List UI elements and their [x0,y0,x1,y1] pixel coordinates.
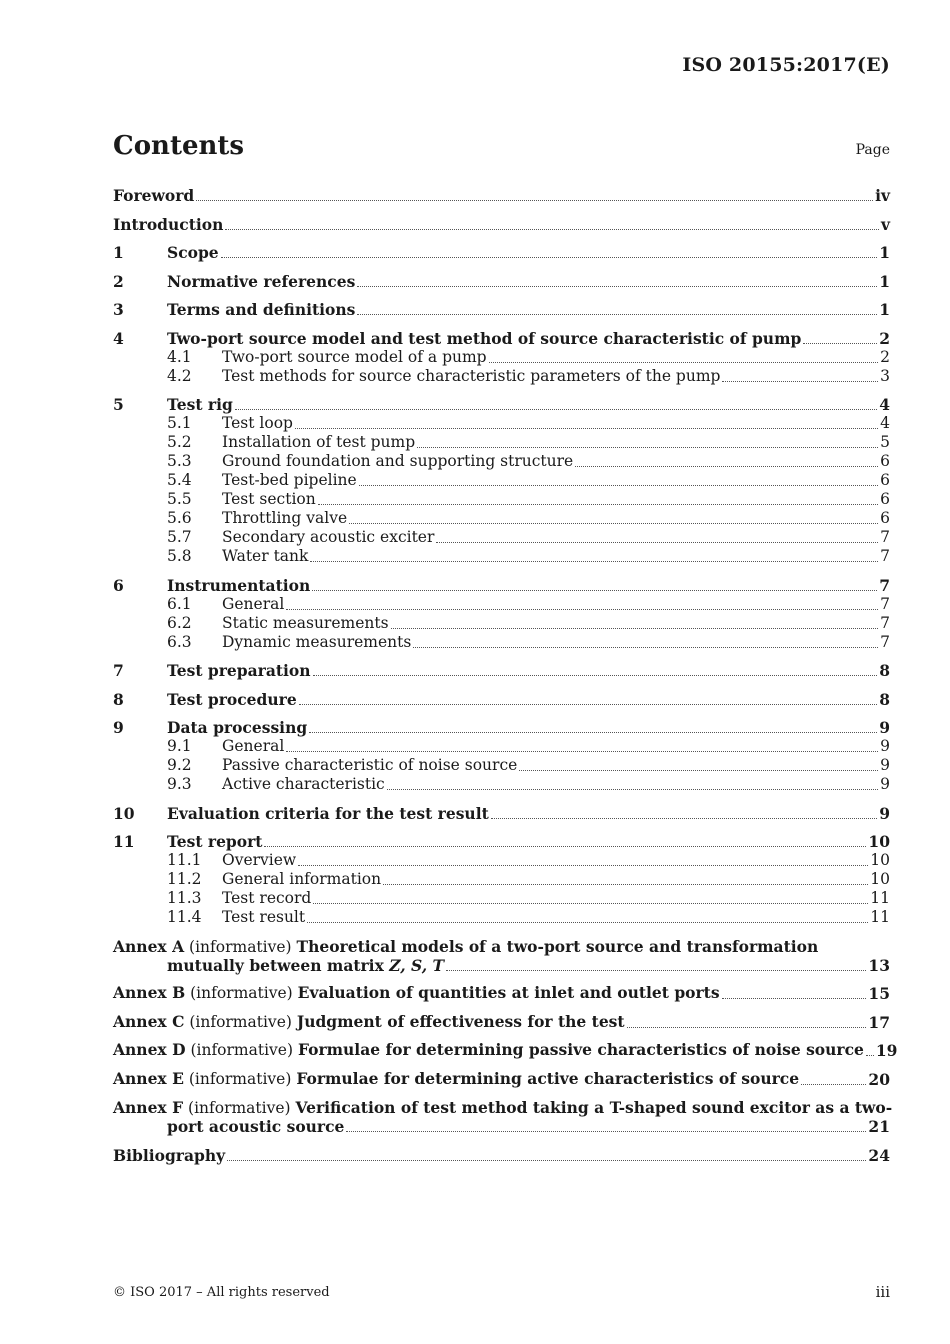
annex-label: Annex E [113,1068,184,1088]
toc-section-page: 1 [879,271,890,291]
toc-subsection-title: General information [222,870,382,888]
dot-leader [309,732,877,733]
dot-leader [357,314,877,315]
annex-page: 21 [868,1117,890,1136]
annex-title-cont-text: port acoustic source [167,1117,345,1136]
annex-title: Theoretical models of a two-port source and transformation [296,936,819,956]
dot-leader [866,1055,874,1056]
toc-subsection-page: 5 [880,433,890,451]
toc-subsection-title: Active characteristic [222,775,385,793]
toc-section-page: 4 [879,395,890,414]
toc-subsection-page: 6 [880,452,890,470]
toc-subsection-number: 11.1 [167,851,202,869]
toc-subsection-title: Test record [222,889,312,907]
toc-section-title: Terms and definitions [167,300,356,319]
toc-subsection-title: Ground foundation and supporting structure [222,452,574,470]
toc-subsection-title: General [222,737,285,755]
toc-section-page: 1 [879,243,890,262]
toc-section-title: Test preparation [167,661,311,680]
dot-leader [383,884,868,885]
toc-entry-page: v [880,214,890,234]
toc-section-7[interactable] [113,661,890,680]
dot-leader [436,542,878,543]
toc-annex-b[interactable] [113,984,890,1003]
dot-leader [298,865,868,866]
dot-leader [446,970,866,971]
annex-title-continued [167,956,444,975]
toc-subsection-page: 6 [880,490,890,508]
toc-section-number: 11 [113,832,135,851]
toc-subsection-11.1[interactable] [113,851,890,870]
toc-subsection-6.3[interactable] [113,633,890,652]
toc-section-title: Data processing [167,718,308,737]
toc-section-number: 6 [113,575,124,595]
dot-leader [417,447,878,448]
toc-section-11[interactable] [113,832,890,851]
toc-section-8[interactable] [113,690,890,709]
dot-leader [295,428,878,429]
toc-section-title: Evaluation criteria for the test result [167,803,489,823]
toc-entry-foreword[interactable] [113,186,890,205]
dot-leader [349,523,878,524]
annex-page: 20 [868,1069,890,1089]
toc-subsection-6.1[interactable] [113,595,890,614]
toc-subsection-11.3[interactable] [113,889,890,908]
toc-section-9[interactable] [113,718,890,737]
dot-leader [803,343,877,344]
toc-subsection-page: 7 [880,528,890,546]
annex-title-italic: Z, S, T [389,955,445,975]
annex-page: 15 [868,984,890,1003]
toc-section-number: 7 [113,661,124,680]
toc-subsection-page: 7 [880,594,890,613]
toc-subsection-title: Test-bed pipeline [222,471,357,489]
toc-subsection-11.4[interactable] [113,908,890,927]
page-column-label: Page [855,142,890,158]
toc-subsection-9.1[interactable] [113,737,890,756]
toc-subsection-9.2[interactable] [113,756,890,775]
toc-subsection-title: Secondary acoustic exciter [222,528,435,546]
toc-subsection-number: 6.2 [167,613,192,632]
toc-subsection-number: 5.3 [167,452,192,470]
toc-subsection-page: 7 [880,613,890,632]
toc-section-5[interactable] [113,395,890,414]
annex-label: Annex B [113,983,186,1002]
toc-annex-c[interactable] [113,1013,890,1032]
toc-section-title: Normative references [167,271,356,291]
toc-subsection-title: Test methods for source characteristic parameters of the pump [222,366,721,385]
toc-annex-d[interactable] [113,1040,898,1060]
toc-section-page: 9 [879,718,890,737]
toc-subsection-title: Test section [222,490,316,508]
toc-subsection-page: 4 [880,414,890,432]
dot-leader [196,200,873,201]
dot-leader [310,561,878,562]
toc-subsection-number: 4.2 [167,366,192,385]
annex-title: Judgment of effectiveness for the test [296,1011,625,1031]
annex-type: (informative) [188,1069,292,1088]
toc-annex-e[interactable] [113,1070,890,1089]
toc-subsection-page: 7 [880,547,890,565]
toc-subsection-title: Throttling valve [222,509,348,527]
annex-label: Annex C [113,1011,185,1031]
toc-section-page: 7 [879,575,890,595]
toc-subsection-11.2[interactable] [113,870,890,889]
toc-subsection-title: Test result [222,908,306,926]
toc-subsection-title: Overview [222,851,297,869]
dot-leader [225,229,879,230]
dot-leader [387,789,878,790]
toc-section-number: 4 [113,328,124,348]
dot-leader [313,903,868,904]
toc-section-number: 3 [113,300,124,319]
toc-subsection-5.4[interactable] [113,471,890,490]
dot-leader [227,1160,866,1161]
annex-page: 19 [875,1041,898,1060]
annex-type: (informative) [190,984,293,1002]
annex-title: Verification of test method taking a T-shaped sound excitor as a two- [295,1098,893,1117]
toc-section-number: 5 [113,395,124,414]
toc-section-1[interactable] [113,243,890,262]
toc-subsection-number: 4.1 [167,347,192,366]
toc-subsection-5.3[interactable] [113,452,890,471]
annex-page: 17 [868,1012,890,1032]
dot-leader [627,1027,867,1028]
toc-annex-a[interactable] [113,937,890,975]
toc-subsection-title: Water tank [222,547,309,565]
toc-section-title: Test procedure [167,689,297,709]
dot-leader [318,504,878,505]
dot-leader [722,381,878,382]
dot-leader [235,409,877,410]
annex-type: (informative) [188,1099,291,1117]
toc-subsection-4.2[interactable] [113,367,890,386]
toc-subsection-page: 6 [880,471,890,489]
toc-subsection-title: General [222,594,285,613]
toc-subsection-number: 11.2 [167,870,202,888]
annex-page: 13 [868,955,890,975]
toc-subsection-5.5[interactable] [113,490,890,509]
toc-subsection-number: 9.1 [167,737,192,755]
toc-section-title: Scope [167,243,219,262]
annex-label: Annex D [113,1040,186,1059]
toc-subsection-page: 11 [870,889,890,907]
toc-section-number: 8 [113,689,124,709]
toc-annex-f[interactable] [113,1098,893,1136]
toc-section-title: Instrumentation [167,575,311,595]
annex-type: (informative) [190,1041,294,1059]
toc-subsection-title: Test loop [222,414,293,432]
page-title: Contents [113,131,245,161]
toc-section-title: Test rig [167,395,233,414]
dot-leader [519,770,878,771]
toc-subsection-number: 5.7 [167,528,192,546]
toc-section-number: 2 [113,271,124,291]
toc-entry-page: iv [875,186,890,205]
dot-leader [307,922,868,923]
document-code: ISO 20155:2017(E) [682,54,890,76]
toc-subsection-title: Installation of test pump [222,433,416,451]
toc-subsection-number: 5.2 [167,433,192,451]
table-of-contents [113,186,898,1165]
toc-section-page: 8 [879,661,890,680]
toc-section-title: Two-port source model and test method of source characteristic of pump [167,328,802,348]
toc-subsection-title: Passive characteristic of noise source [222,756,518,774]
toc-section-4[interactable] [113,329,890,348]
toc-subsection-title: Dynamic measurements [222,632,412,651]
toc-subsection-5.1[interactable] [113,414,890,433]
annex-title: Formulae for determining passive characteristics of noise source [297,1040,864,1059]
toc-subsection-5.7[interactable] [113,528,890,547]
toc-subsection-number: 9.3 [167,775,192,793]
toc-subsection-number: 11.3 [167,889,202,907]
toc-section-title: Test report [167,832,263,851]
dot-leader [491,818,877,819]
toc-entry-page: 24 [868,1145,890,1165]
toc-subsection-number: 5.6 [167,509,192,527]
toc-subsection-page: 2 [880,347,890,366]
toc-subsection-page: 9 [880,737,890,755]
dot-leader [359,485,878,486]
toc-section-number: 1 [113,243,124,262]
dot-leader [722,998,867,999]
toc-section-10[interactable] [113,804,890,823]
dot-leader [286,751,878,752]
toc-section-page: 1 [879,300,890,319]
dot-leader [313,675,878,676]
toc-section-number: 9 [113,718,124,737]
copyright-notice: © ISO 2017 – All rights reserved [113,1285,330,1300]
toc-subsection-5.8[interactable] [113,547,890,566]
toc-section-6[interactable] [113,576,890,595]
dot-leader [801,1084,866,1085]
toc-section-2[interactable] [113,272,890,291]
dot-leader [391,628,879,629]
toc-subsection-6.2[interactable] [113,614,890,633]
toc-subsection-number: 5.1 [167,414,192,432]
toc-subsection-page: 10 [870,851,890,869]
annex-title: Evaluation of quantities at inlet and outlet ports [297,983,720,1002]
dot-leader [312,590,877,591]
toc-subsection-page: 10 [870,870,890,888]
toc-subsection-number: 6.1 [167,594,192,613]
toc-subsection-page: 9 [880,775,890,793]
toc-section-page: 10 [868,832,890,851]
page-number: iii [875,1283,890,1301]
toc-subsection-page: 7 [880,632,890,651]
dot-leader [357,286,877,287]
toc-subsection-page: 11 [870,908,890,926]
annex-title-cont-text: mutually between matrix [167,955,390,975]
toc-subsection-9.3[interactable] [113,775,890,794]
annex-title: Formulae for determining active characteristics of source [296,1068,800,1088]
annex-label: Annex F [113,1098,184,1117]
annex-title-continued [167,1117,344,1136]
toc-section-page: 9 [879,803,890,823]
toc-subsection-number: 5.4 [167,471,192,489]
toc-subsection-4.1[interactable] [113,348,890,367]
dot-leader [413,647,878,648]
toc-entry-bibliography[interactable] [113,1146,890,1165]
toc-subsection-page: 3 [880,366,890,385]
toc-subsection-title: Static measurements [222,613,389,632]
annex-type: (informative) [189,1012,292,1031]
dot-leader [221,257,878,258]
toc-section-3[interactable] [113,300,890,319]
toc-subsection-5.6[interactable] [113,509,890,528]
annex-label: Annex A [113,936,185,956]
dot-leader [575,466,878,467]
dot-leader [299,704,878,705]
toc-subsection-page: 9 [880,756,890,774]
toc-entry-title: Foreword [113,186,195,205]
toc-subsection-number: 11.4 [167,908,202,926]
toc-entry-title: Introduction [113,214,224,234]
toc-subsection-number: 5.5 [167,490,192,508]
dot-leader [346,1131,866,1132]
toc-subsection-5.2[interactable] [113,433,890,452]
toc-entry-introduction[interactable] [113,215,890,234]
dot-leader [264,846,866,847]
toc-entry-title: Bibliography [113,1145,226,1165]
toc-section-page: 2 [879,328,890,348]
annex-type: (informative) [189,937,292,956]
dot-leader [286,609,878,610]
toc-subsection-number: 6.3 [167,632,192,651]
toc-section-number: 10 [113,803,135,823]
toc-subsection-number: 5.8 [167,547,192,565]
toc-section-page: 8 [879,689,890,709]
dot-leader [489,362,879,363]
toc-subsection-page: 6 [880,509,890,527]
toc-subsection-title: Two-port source model of a pump [222,347,487,366]
toc-subsection-number: 9.2 [167,756,192,774]
